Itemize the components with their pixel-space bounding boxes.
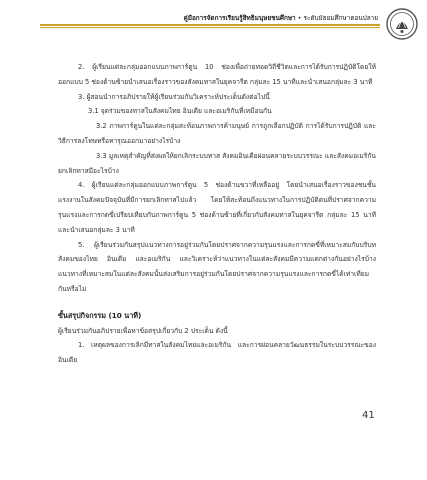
header-rule	[40, 24, 380, 26]
step-5-paragraph: 5. ผู้เรียนร่วมกันสรุปแนวทางการอยู่ร่วมกันโดยปราศจากความรุนแรงและการกดขี่ที่เหมาะสมกับบริบทสังคมของไทย อินเดีย และอเมริกัน และวิเคราะห์ว่าแนวทางในแต่ละสังคมมีความแตกต่างกันอย่างไรบ้าง แนวทางที่เหมาะสมในแต่ละสังคมนั้นส่งเสริมการอยู่ร่วมกันโดยปราศจากความรุนแรงและการกดขี่ได้เท่าเทียมกันหรือไม่	[58, 240, 376, 293]
step-3-paragraph: 3. ผู้สอนนำการอภิปรายให้ผู้เรียนร่วมกันวิเคราะห์ประเด็นดังต่อไปนี้	[78, 92, 270, 101]
header-title-rest: • ระดับมัธยมศึกษาตอนปลาย	[295, 14, 378, 22]
step-4-paragraph: 4. ผู้เรียนแต่ละกลุ่มออกแบบภาพการ์ตูน 5 ช่องด้านขวาที่เหลืออยู่ โดยนำเสนอเรื่องราวของชนชั้นแรงงานในสังคมปัจจุบันที่มีการยกเลิกทาสไปแล้ว โดยให้สะท้อนถึงแนวทางในการปฏิบัติตนที่ปราศจากความรุนแรงและการกดขี่เปรียบเทียบกับภาพการ์ตูน 5 ช่องด้านซ้ายที่เกี่ยวกับสังคมทาสในยุคจารีต กลุ่มละ 15 นาทีและนำเสนอกลุ่มละ 3 นาที	[58, 181, 376, 234]
page-header	[40, 8, 420, 42]
main-content	[58, 60, 376, 368]
summary-item-1: 1. เหตุผลของการเลิกมีทาสในสังคมไทยและอเมริกัน และการผ่อนคลายวัฒนธรรมในระบบวรรณะของอินเดีย	[58, 341, 376, 365]
emblem-icon	[386, 8, 418, 40]
section-gap	[58, 297, 376, 309]
step-3-2-paragraph: 3.2 ภาพการ์ตูนในแต่ละกลุ่มสะท้อนภาพการค้ามนุษย์ การถูกเลือกปฏิบัติ การได้รับการปฏิบัติ และวิธีการลงโทษหรือทารุณออกมาอย่างไรบ้าง	[58, 122, 376, 145]
summary-intro: ผู้เรียนร่วมกันอภิปรายเพื่อหาข้อสรุปเกี่ยวกับ 2 ประเด็น ดังนี้	[58, 326, 228, 335]
page-number: 41	[362, 410, 375, 421]
step-3-3-paragraph: 3.3 มูลเหตุสำคัญที่ส่งผลให้ยกเลิกระบบทาส สังคมอินเดียผ่อนคลายระบบวรรณะ และสังคมอเมริกันยกเลิกทาสมีอะไรบ้าง	[58, 151, 377, 175]
summary-section-title: ขั้นสรุปกิจกรรม (10 นาที)	[58, 310, 142, 320]
header-title-bold: คู่มือการจัดการเรียนรู้สิทธิมนุษยชนศึกษา	[183, 14, 296, 22]
step-3-1-paragraph: 3.1 จุดร่วมของทาสในสังคมไทย อินเดีย และอเมริกันที่เหมือนกัน	[88, 107, 272, 116]
header-title	[183, 13, 378, 23]
step-2-paragraph: 2. ผู้เรียนแต่ละกลุ่มออกแบบภาพการ์ตูน 10 ช่องเพื่อถ่ายทอดวิถีชีวิตและการได้รับการปฏิบัติโดยให้ออกแบบ 5 ช่องด้านซ้ายนำเสนอเรื่องราวของสังคมทาสในยุคจารีต กลุ่มละ 15 นาทีและนำเสนอกลุ่มละ 3 นาที	[58, 63, 376, 86]
header-rule-thin	[40, 27, 380, 28]
